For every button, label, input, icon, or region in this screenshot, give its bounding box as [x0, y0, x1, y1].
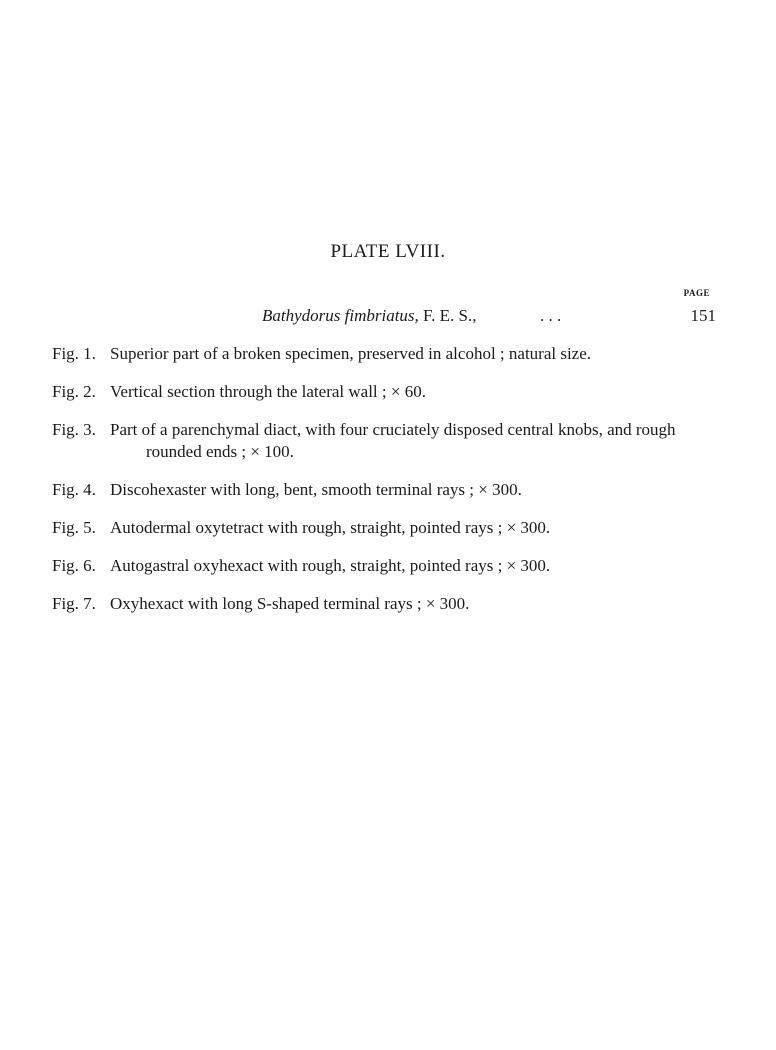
figure-item — [52, 593, 732, 615]
figure-label: Fig. 6. — [52, 556, 96, 575]
figure-item — [52, 555, 732, 577]
figure-description: Vertical section through the lateral wall ; × 60. — [110, 382, 426, 401]
figure-description: Autodermal oxytetract with rough, straight, pointed rays ; × 300. — [110, 518, 551, 537]
plate-title: PLATE LVIII. — [330, 241, 446, 262]
figure-description: Superior part of a broken specimen, preserved in alcohol ; natural size. — [110, 344, 592, 363]
figure-label: Fig. 2. — [52, 382, 96, 401]
figure-description: Autogastral oxyhexact with rough, straight, pointed rays ; × 300. — [110, 556, 551, 575]
figure-list — [52, 343, 732, 631]
figure-item — [52, 517, 732, 539]
figure-description: Discohexaster with long, bent, smooth terminal rays ; × 300. — [110, 480, 522, 499]
figure-label: Fig. 4. — [52, 480, 96, 499]
figure-item — [52, 419, 732, 463]
figure-description: Part of a parenchymal diact, with four cruciately disposed central knobs, and rough rounded ends ; × 100. — [110, 420, 676, 461]
figure-label: Fig. 5. — [52, 518, 96, 537]
dot-leader: . . . — [540, 306, 562, 325]
figure-label: Fig. 3. — [52, 420, 96, 439]
species-page-number: 151 — [690, 306, 716, 325]
figure-item — [52, 343, 732, 365]
figure-item — [52, 381, 732, 403]
page-column-label: PAGE — [683, 288, 710, 298]
figure-label: Fig. 7. — [52, 594, 96, 613]
figure-description: Oxyhexact with long S-shaped terminal rays ; × 300. — [110, 594, 470, 613]
figure-label: Fig. 1. — [52, 344, 96, 363]
species-name: Bathydorus fimbriatus, — [262, 306, 419, 325]
species-authority: F. E. S., — [423, 306, 477, 325]
species-entry — [262, 306, 716, 326]
figure-item — [52, 479, 732, 501]
